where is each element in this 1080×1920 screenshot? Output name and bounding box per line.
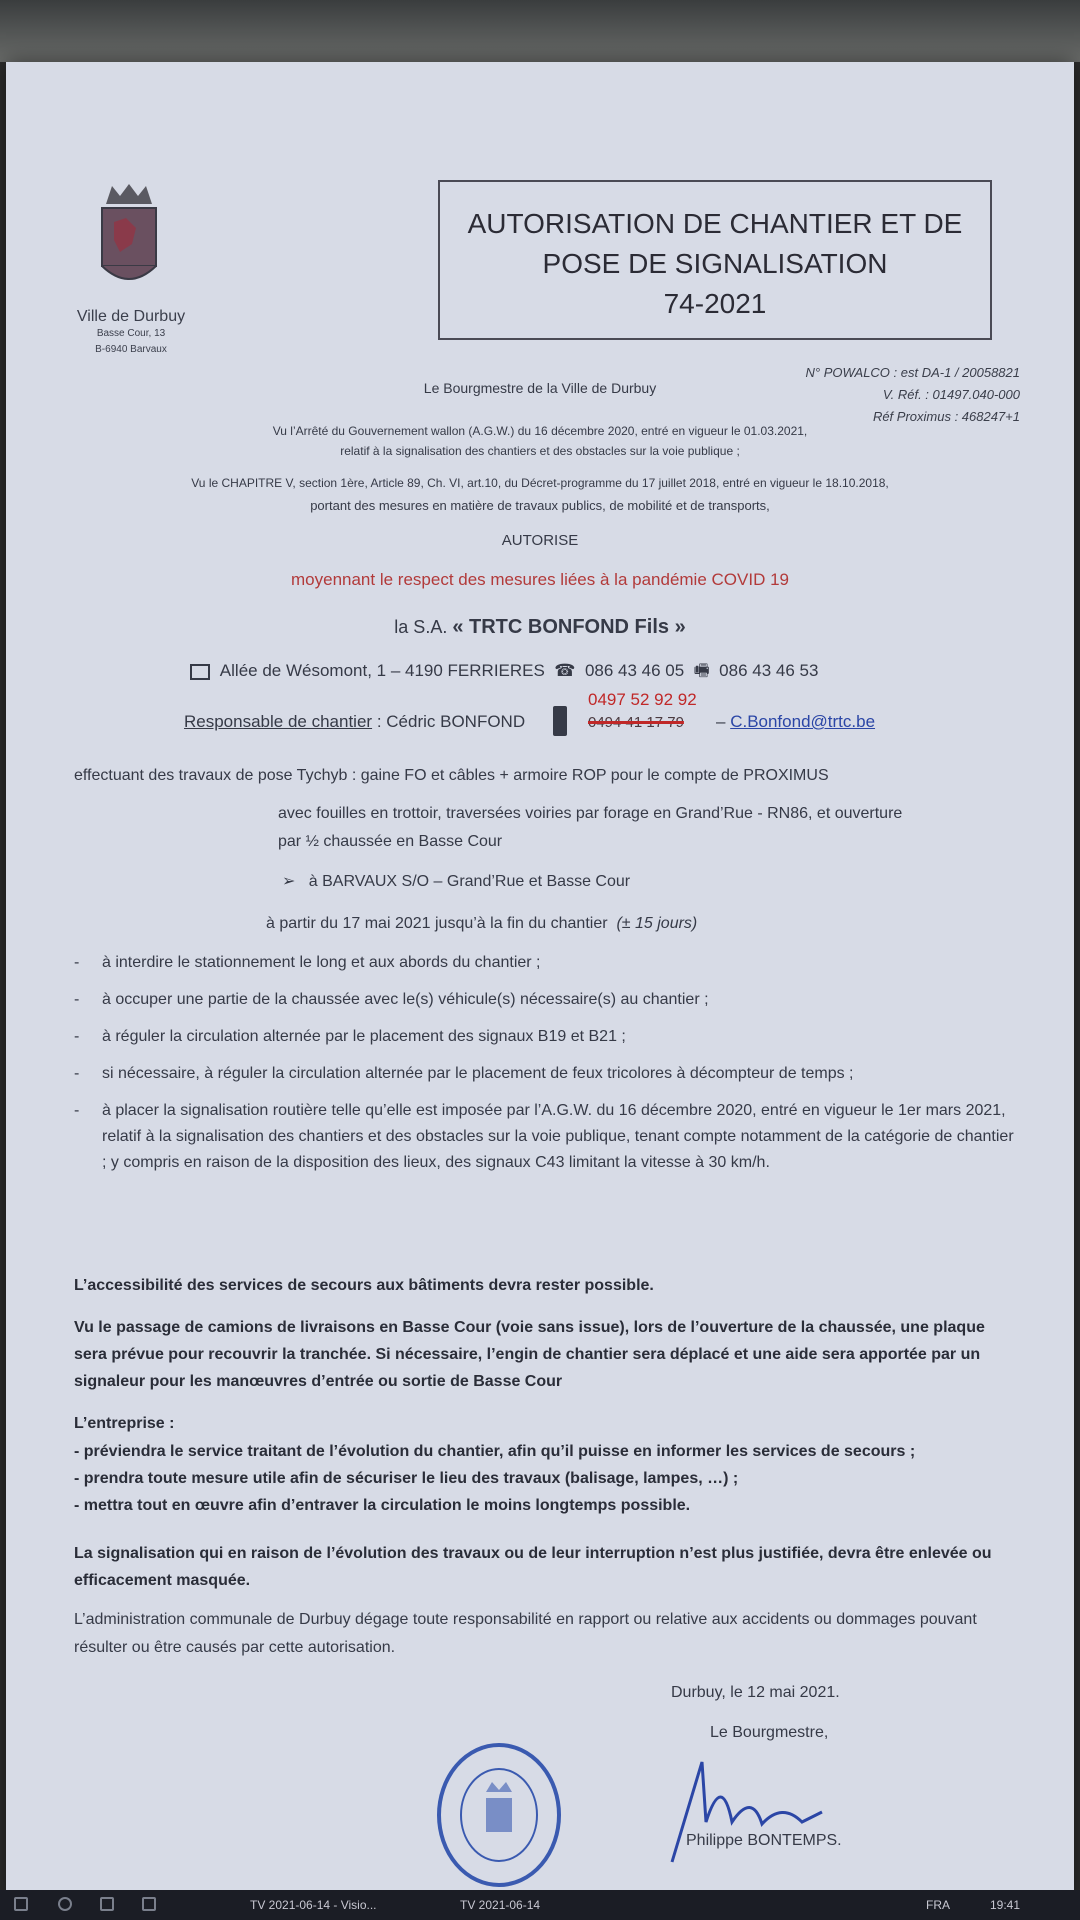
obligation-item: - préviendra le service traitant de l’évolution du chantier, afin qu’il puisse en informer les services de secours ; — [74, 1443, 916, 1460]
vu2-line-b: portant des mesures en matière de travaux publics, de mobilité et de transports, — [310, 498, 770, 513]
signature-date: Durbuy, le 12 mai 2021. — [671, 1684, 840, 1701]
mobile-phone-icon — [553, 706, 567, 736]
background-top — [0, 0, 1080, 62]
ref-v: V. Réf. : 01497.040-000 — [882, 387, 1020, 402]
company-fax: 086 43 46 53 — [719, 661, 819, 680]
company-prefix: la S.A. — [394, 617, 448, 637]
vu2-line-a: Vu le CHAPITRE V, section 1ère, Article 89, Ch. VI, art.10, du Décret-programme du 17 juillet 2018, entré en vigueur le 18.10.2018, — [191, 476, 889, 490]
company-phone: 086 43 46 05 — [584, 661, 685, 680]
town-block — [56, 308, 206, 358]
notice-signage: La signalisation qui en raison de l’évolution des travaux ou de leur interruption n’est plus justifiée, devra être enlevée ou efficacement masquée. — [74, 1545, 992, 1589]
works-location — [282, 868, 630, 896]
fax-icon: 🖷 — [688, 661, 715, 680]
email-dash: – — [716, 712, 731, 731]
document-sheet — [6, 62, 1074, 1902]
works-line-2: avec fouilles en trottoir, traversées voiries par forage en Grand’Rue - RN86, et ouverture — [278, 805, 903, 822]
task-view-icon[interactable] — [100, 1897, 114, 1911]
works-line-1: effectuant des travaux de pose Tychyb : gaine FO et câbles + armoire ROP pour le compte de PROXIMUS — [74, 767, 829, 784]
company-obligations-title: L’entreprise : — [74, 1415, 175, 1432]
autorise-heading: AUTORISE — [501, 532, 579, 549]
signature-role: Le Bourgmestre, — [710, 1724, 829, 1741]
title-line-2: POSE DE SIGNALISATION — [542, 248, 888, 279]
works-period-note: (± 15 jours) — [616, 915, 698, 932]
manager-mobile-old: 0494 41 17 79 — [588, 714, 684, 731]
title-line-1: AUTORISATION DE CHANTIER ET DE — [467, 208, 963, 239]
vu1-line-b: relatif à la signalisation des chantiers et des obstacles sur la voie publique ; — [340, 444, 740, 458]
works-line-3: par ½ chaussée en Basse Cour — [278, 833, 503, 850]
company-name: « TRTC BONFOND Fils » — [452, 616, 686, 638]
measure-item: - si nécessaire, à réguler la circulation alternée par le placement de feux tricolores à décompteur de temps ; — [74, 1061, 1014, 1087]
ref-proximus: Réf Proximus : 468247+1 — [872, 409, 1020, 424]
measure-item: - à réguler la circulation alternée par le placement des signaux B19 et B21 ; — [74, 1024, 1014, 1050]
manager-email-wrap — [716, 712, 875, 732]
search-icon[interactable] — [58, 1897, 72, 1911]
municipal-stamp — [434, 1740, 564, 1890]
notice-trucks: Vu le passage de camions de livraisons en Basse Cour (voie sans issue), lors de l’ouverture de la chaussée, une plaque sera prévue pour recouvrir la tranchée. Si nécessaire, l’engin de chantier sera déplacé et une aide sera apportée par un signaleur pour les manœuvres d’entrée ou sortie de Basse Cour — [74, 1319, 985, 1390]
vu1-line-a: Vu l’Arrêté du Gouvernement wallon (A.G.W.) du 16 décembre 2020, entré en vigueur le 01.03.2021, — [272, 424, 808, 438]
works-location-text: à BARVAUX S/O – Grand’Rue et Basse Cour — [308, 873, 631, 890]
company-line — [6, 616, 1074, 639]
windows-start-icon[interactable] — [14, 1897, 28, 1911]
ref-powalco: N° POWALCO : est DA-1 / 20058821 — [805, 365, 1020, 380]
phone-icon: ☎ — [549, 661, 581, 680]
manager-mobile-new: 0497 52 92 92 — [588, 690, 697, 709]
notice-access: L’accessibilité des services de secours aux bâtiments devra rester possible. — [74, 1277, 654, 1294]
company-contact-line — [190, 658, 818, 687]
covid-notice: moyennant le respect des mesures liées à la pandémie COVID 19 — [291, 570, 789, 589]
measure-item: - à placer la signalisation routière telle qu’elle est imposée par l’A.G.W. du 16 décembre 2020, entré en vigueur le 1er mars 2021, relatif à la signalisation des chantiers et des obstacles sur la voie publique, tenant compte notamment de la catégorie de chantier ; y compris en raison de la disposition des lieux, des signaux C43 limitant la vitesse à 30 km/h. — [74, 1098, 1014, 1176]
town-address-1: Basse Cour, 13 — [96, 328, 166, 339]
manager-label: Responsable de chantier — [184, 712, 373, 731]
title-number: 74-2021 — [663, 288, 767, 319]
obligation-item: - prendra toute mesure utile afin de sécuriser le lieu des travaux (balisage, lampes, …) ; — [74, 1470, 739, 1487]
manager-name: : Cédric BONFOND — [376, 712, 526, 731]
signatory-name: Philippe BONTEMPS. — [686, 1832, 842, 1849]
taskbar-item-2[interactable]: TV 2021-06-14 — [460, 1898, 541, 1912]
works-period-text: à partir du 17 mai 2021 jusqu’à la fin du chantier — [266, 915, 608, 932]
company-obligations-list — [74, 1438, 1014, 1519]
title-box — [438, 180, 992, 340]
company-address: Allée de Wésomont, 1 – 4190 FERRIERES — [219, 661, 545, 680]
measure-item: - à occuper une partie de la chaussée avec le(s) véhicule(s) nécessaire(s) au chantier ; — [74, 987, 1014, 1013]
town-address-2: B-6940 Barvaux — [95, 344, 167, 355]
measures-list — [74, 950, 1014, 1187]
works-period — [266, 910, 697, 938]
manager-line — [184, 712, 525, 732]
language-indicator[interactable]: FRA — [926, 1898, 950, 1912]
manager-email[interactable]: C.Bonfond@trtc.be — [730, 712, 876, 731]
app-icon[interactable] — [142, 1897, 156, 1911]
arrow-bullet-icon: ➢ — [282, 873, 309, 890]
clock[interactable]: 19:41 — [990, 1898, 1021, 1912]
handwritten-signature — [662, 1752, 832, 1872]
issuer: Le Bourgmestre de la Ville de Durbuy — [423, 380, 657, 396]
taskbar — [0, 1890, 1080, 1920]
notice-liability: L’administration communale de Durbuy dégage toute responsabilité en rapport ou relative aux accidents ou dommages pouvant résulter ou être causés par cette autorisation. — [74, 1611, 977, 1656]
mail-icon — [190, 664, 210, 680]
town-name: Ville de Durbuy — [76, 308, 186, 325]
durbuy-coat-of-arms — [96, 182, 162, 296]
obligation-item: - mettra tout en œuvre afin d’entraver la circulation le moins longtemps possible. — [74, 1497, 691, 1514]
measure-item: - à interdire le stationnement le long et aux abords du chantier ; — [74, 950, 1014, 976]
taskbar-item-1[interactable]: TV 2021-06-14 - Visio... — [250, 1898, 377, 1912]
